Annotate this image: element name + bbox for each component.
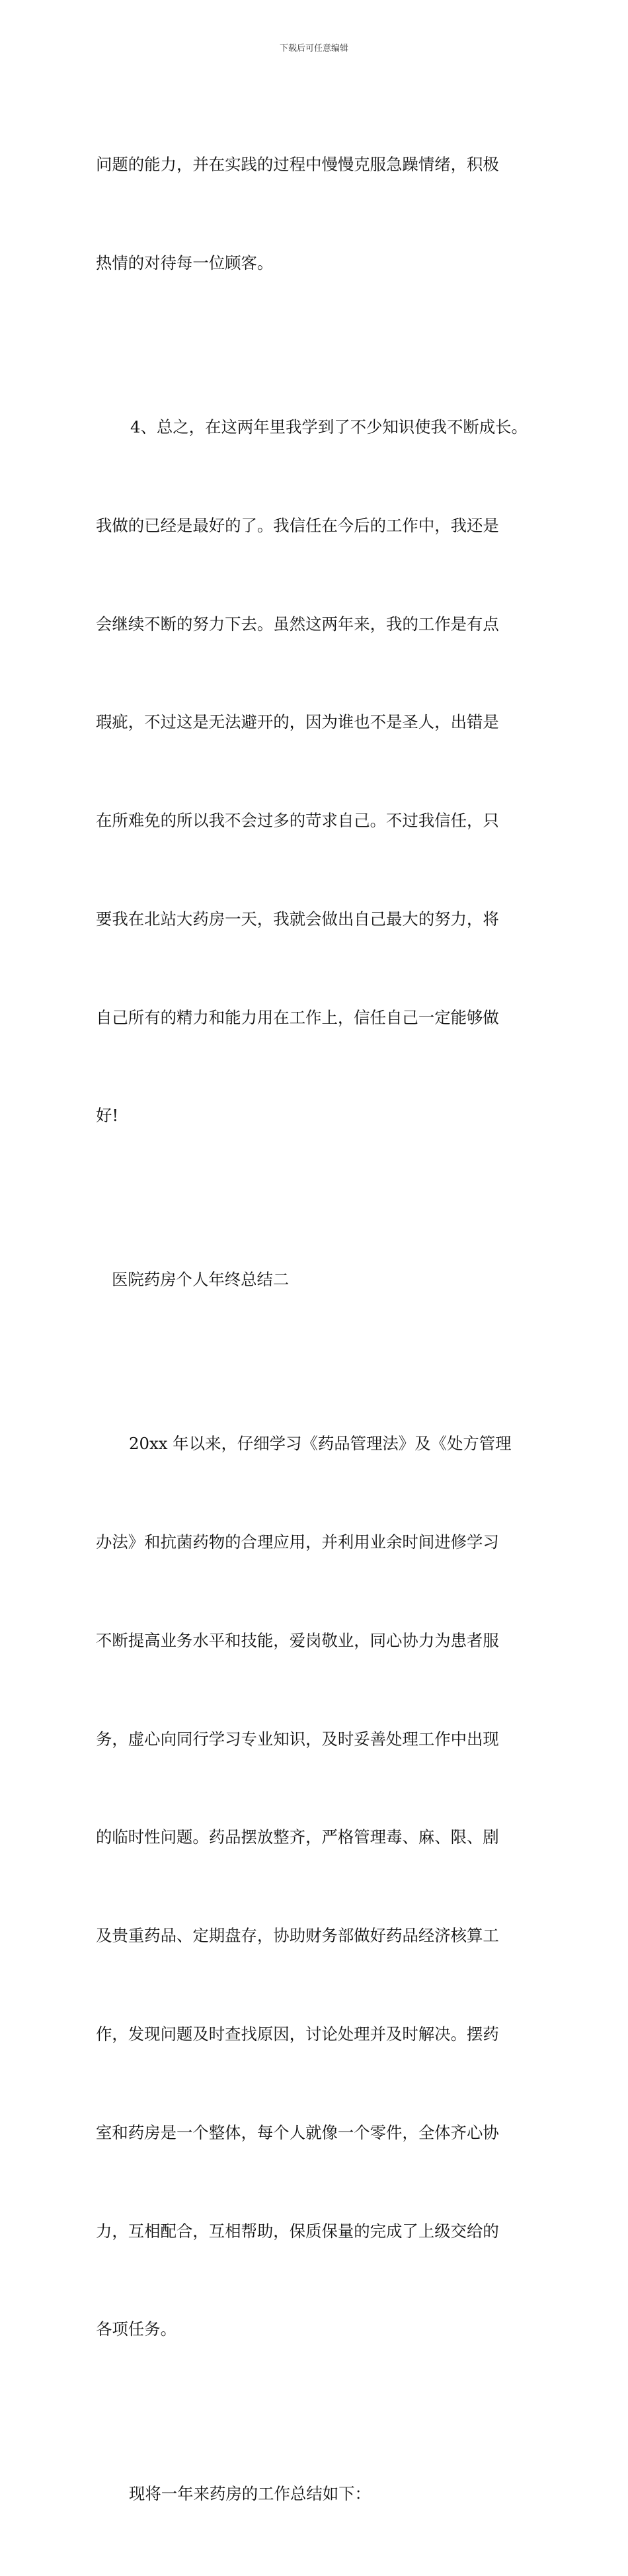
paragraph-line: 各项任务。 bbox=[96, 2319, 177, 2339]
paragraph-line: 的临时性问题。药品摆放整齐，严格管理毒、麻、限、剧 bbox=[96, 1827, 499, 1847]
paragraph-line: 力，互相配合，互相帮助，保质保量的完成了上级交给的 bbox=[96, 2221, 499, 2241]
paragraph-1 bbox=[96, 83, 552, 345]
paragraph-line: 热情的对待每一位顾客。 bbox=[96, 253, 274, 272]
paragraph-line: 在所难免的所以我不会过多的苛求自己。不过我信任，只 bbox=[96, 811, 499, 831]
section-heading-text: 医院药房个人年终总结二 bbox=[112, 1270, 290, 1290]
paragraph-line: 室和药房是一个整体，每个人就像一个零件，全体齐心协 bbox=[96, 2122, 499, 2142]
paragraph-line: 现将一年来药房的工作总结如下： bbox=[129, 2484, 371, 2504]
paragraph-line: 瑕疵，不过这是无法避开的，因为谁也不是圣人，出错是 bbox=[96, 712, 499, 732]
paragraph-line: 及贵重药品、定期盘存，协助财务部做好药品经济核算工 bbox=[96, 1926, 499, 1946]
paragraph-line: 好! bbox=[96, 1106, 119, 1126]
paragraph-line: 我做的已经是最好的了。我信任在今后的工作中，我还是 bbox=[96, 515, 499, 535]
paragraph-2 bbox=[96, 345, 552, 1198]
document-body bbox=[96, 83, 552, 2576]
paragraph-line: 务，虚心向同行学习专业知识，及时妥善处理工作中出现 bbox=[96, 1729, 499, 1749]
paragraph-line: 4、总之，在这两年里我学到了不少知识使我不断成长。 bbox=[130, 417, 528, 436]
paragraph-line: 不断提高业务水平和技能，爱岗敬业，同心协力为患者服 bbox=[96, 1630, 499, 1650]
paragraph-5 bbox=[96, 2412, 552, 2576]
paragraph-line: 办法》和抗菌药物的合理应用，并利用业余时间进修学习 bbox=[96, 1532, 499, 1552]
paragraph-line: 要我在北站大药房一天，我就会做出自己最大的努力，将 bbox=[96, 909, 499, 929]
paragraph-line: 作，发现问题及时查找原因，讨论处理并及时解决。摆药 bbox=[96, 2024, 499, 2044]
section-heading bbox=[96, 1198, 552, 1362]
paragraph-line: 问题的能力，并在实践的过程中慢慢克服急躁情绪，积极 bbox=[96, 155, 499, 175]
paragraph-4 bbox=[96, 1362, 552, 2411]
paragraph-line: 自己所有的精力和能力用在工作上，信任自己一定能够做 bbox=[96, 1007, 499, 1027]
paragraph-line: 会继续不断的努力下去。虽然这两年来，我的工作是有点 bbox=[96, 614, 499, 634]
paragraph-line: 20xx 年以来，仔细学习《药品管理法》及《处方管理 bbox=[129, 1434, 512, 1454]
page-header: 下载后可任意编辑 bbox=[279, 44, 348, 54]
